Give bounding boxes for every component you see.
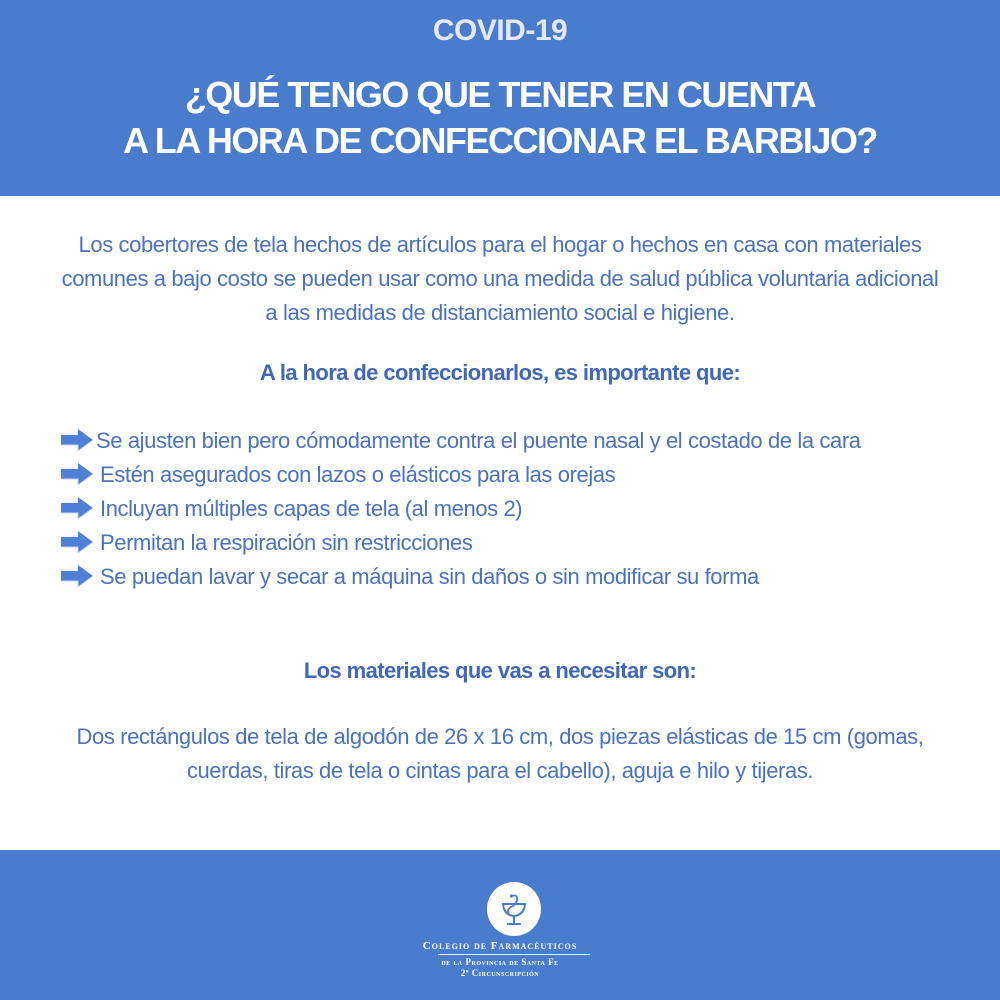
page-title	[0, 72, 1000, 164]
list-item	[60, 458, 960, 492]
arrow-right-icon	[60, 496, 94, 520]
org-divider	[438, 954, 590, 955]
intro-paragraph: Los cobertores de tela hechos de artículos para el hogar o hechos en casa con materiales comunes a bajo costo se pueden usar como una medida de salud pública voluntaria adicional a las medidas de distanciamiento social e higiene.	[61, 232, 939, 325]
materials-paragraph: Dos rectángulos de tela de algodón de 26 x 16 cm, dos piezas elásticas de 15 cm (gomas, cuerdas, tiras de tela o cintas para el cabello), aguja e hilo y tijeras.	[76, 724, 924, 783]
header-band	[0, 0, 1000, 196]
title-line-2: A LA HORA DE CONFECCIONAR EL BARBIJO?	[123, 120, 877, 161]
logo-badge	[487, 882, 541, 936]
arrow-right-icon	[60, 564, 94, 588]
arrow-right-icon	[60, 428, 94, 452]
list-item	[60, 526, 960, 560]
requirements-list	[60, 424, 960, 594]
arrow-right-icon	[60, 462, 94, 486]
list-item-text: Permitan la respiración sin restricciones	[100, 530, 473, 555]
title-line-1: ¿QUÉ TENGO QUE TENER EN CUENTA	[184, 74, 816, 115]
list-item-text: Incluyan múltiples capas de tela (al menos 2)	[100, 496, 523, 521]
list-item-text: Se puedan lavar y secar a máquina sin daños o sin modificar su forma	[100, 564, 759, 589]
arrow-right-icon	[60, 530, 94, 554]
list-item-text: Se ajusten bien pero cómodamente contra el puente nasal y el costado de la cara	[96, 428, 861, 453]
org-name: Colegio de Farmacéuticos	[422, 940, 578, 952]
subheading-materials: Los materiales que vas a necesitar son:	[303, 658, 697, 683]
main-content	[0, 196, 1000, 850]
pharmacy-cup-snake-icon	[487, 882, 541, 936]
covid-tag: COVID-19	[432, 14, 568, 47]
list-item	[60, 492, 960, 526]
list-item	[60, 424, 960, 458]
list-item-text: Estén asegurados con lazos o elásticos para las orejas	[100, 462, 616, 487]
list-item	[60, 560, 960, 594]
footer-band	[0, 850, 1000, 1000]
org-circunscripcion: 2ª Circunscripción	[460, 968, 540, 978]
org-province: de la Provincia de Santa Fe	[441, 957, 559, 967]
subheading-important: A la hora de confeccionarlos, es importante que:	[259, 360, 741, 385]
